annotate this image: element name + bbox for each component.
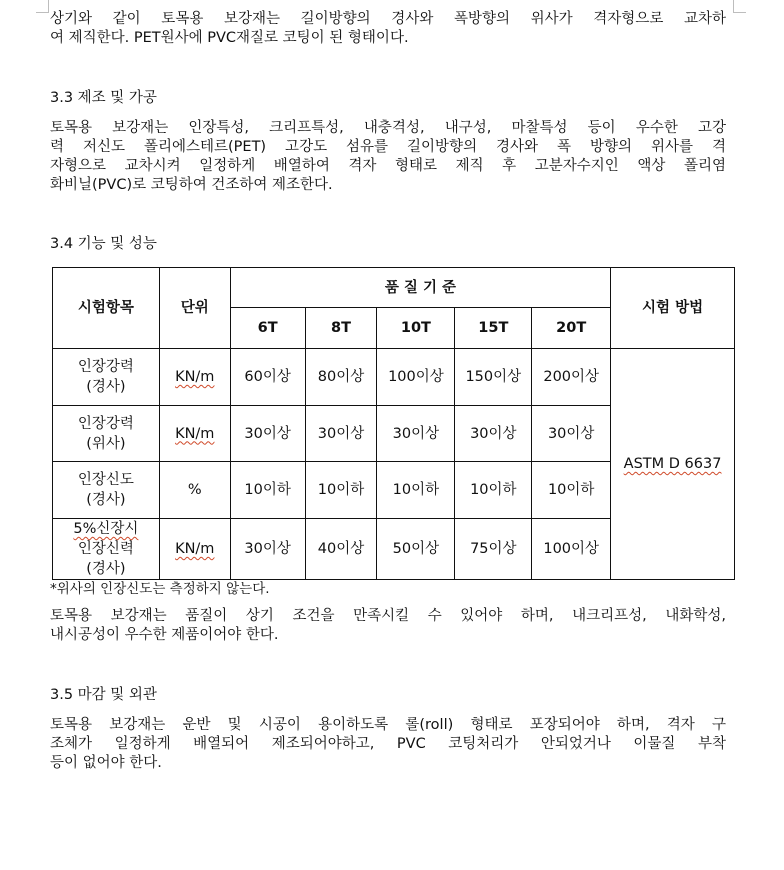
- section-3-4-paragraph: [50, 607, 726, 645]
- value-cell: 100이상: [377, 349, 455, 406]
- value-cell: 100이상: [532, 519, 611, 580]
- value-cell: 50이상: [377, 519, 455, 580]
- unit-cell: KN/m: [159, 349, 230, 406]
- test-item-line: 인장신도: [77, 472, 134, 488]
- spec-table: [52, 267, 735, 580]
- margin-corner-mark: [733, 0, 746, 13]
- test-item-line: (경사): [86, 379, 126, 395]
- header-test-method: 시험 방법: [611, 268, 735, 349]
- value-cell: 30이상: [305, 406, 377, 462]
- test-item-cell: [53, 349, 160, 406]
- paragraph-line: 토목용 보강재는 인장특성, 크리프특성, 내충격성, 내구성, 마찰특성 등이 우수한 고강: [50, 120, 726, 136]
- value-cell: 10이하: [377, 462, 455, 519]
- unit-cell: %: [159, 462, 230, 519]
- value-cell: 30이상: [455, 406, 532, 462]
- value-cell: 30이상: [532, 406, 611, 462]
- paragraph-line: 내시공성이 우수한 제품이어야 한다.: [50, 627, 279, 643]
- value-cell: 10이하: [532, 462, 611, 519]
- test-item-line: (위사): [86, 435, 126, 452]
- value-cell: 30이상: [230, 519, 305, 580]
- paragraph-line: 토목용 보강재는 운반 및 시공이 용이하도록 롤(roll) 형태로 포장되어야 하며, 격자 구: [50, 717, 726, 733]
- value-cell: 150이상: [455, 349, 532, 406]
- value-cell: 60이상: [230, 349, 305, 406]
- paragraph-line: 토목용 보강재는 품질이 상기 조건을 만족시킬 수 있어야 하며, 내크리프성, 내화학성,: [50, 608, 726, 624]
- section-heading-3-5: 3.5 마감 및 외관: [50, 687, 157, 703]
- table-row: [53, 349, 735, 406]
- test-item-line: (경사): [86, 561, 126, 577]
- intro-paragraph: [50, 10, 726, 48]
- paragraph-line: 자형으로 교차시켜 일정하게 배열하여 격자 형태로 제직 후 고분자수지인 액상 폴리염: [50, 158, 726, 174]
- paragraph-line: 조체가 일정하게 배열되어 제조되어야하고, PVC 코팅처리가 안되었거나 이물질 부착: [50, 736, 726, 752]
- unit-cell: KN/m: [159, 519, 230, 580]
- header-grade: 8T: [305, 308, 377, 349]
- unit-cell: KN/m: [159, 406, 230, 462]
- header-grade: 20T: [532, 308, 611, 349]
- section-heading-3-4: 3.4 기능 및 성능: [50, 236, 157, 252]
- test-item-line: 인장강력: [77, 359, 134, 375]
- paragraph-line: 력 저신도 폴리에스테르(PET) 고강도 섬유를 길이방향의 경사와 폭 방향의 위사를 격: [50, 139, 726, 155]
- paragraph-line: 화비닐(PVC)로 코팅하여 건조하여 제조한다.: [50, 177, 333, 193]
- value-cell: 30이상: [377, 406, 455, 462]
- header-grade: 15T: [455, 308, 532, 349]
- test-item-line: 인장신력: [77, 541, 134, 557]
- test-item-line: (경사): [86, 492, 126, 508]
- paragraph-line: 상기와 같이 토목용 보강재는 길이방향의 경사와 폭방향의 위사가 격자형으로 교차하: [50, 11, 726, 27]
- value-cell: 200이상: [532, 349, 611, 406]
- header-quality-standard: 품 질 기 준: [230, 268, 610, 308]
- header-unit: 단위: [159, 268, 230, 349]
- section-3-3-paragraph: [50, 119, 726, 195]
- paragraph-line: 여 제직한다. PET원사에 PVC재질로 코팅이 된 형태이다.: [50, 30, 409, 46]
- test-item-line: 인장강력: [77, 415, 134, 432]
- value-cell: 10이하: [230, 462, 305, 519]
- table-footnote: *위사의 인장신도는 측정하지 않는다.: [50, 581, 270, 597]
- margin-corner-mark: [36, 0, 49, 13]
- test-item-line: 5%신장시: [73, 521, 139, 537]
- test-method-cell: ASTM D 6637: [611, 349, 735, 580]
- paragraph-line: 등이 없어야 한다.: [50, 755, 162, 771]
- value-cell: 80이상: [305, 349, 377, 406]
- section-3-5-paragraph: [50, 716, 726, 773]
- header-test-item: 시험항목: [53, 268, 160, 349]
- value-cell: 10이하: [305, 462, 377, 519]
- test-item-cell: [53, 462, 160, 519]
- value-cell: 30이상: [230, 406, 305, 462]
- value-cell: 40이상: [305, 519, 377, 580]
- value-cell: 75이상: [455, 519, 532, 580]
- test-item-cell: [53, 406, 160, 462]
- header-grade: 10T: [377, 308, 455, 349]
- value-cell: 10이하: [455, 462, 532, 519]
- test-item-cell: [53, 519, 160, 580]
- section-heading-3-3: 3.3 제조 및 가공: [50, 90, 157, 106]
- header-grade: 6T: [230, 308, 305, 349]
